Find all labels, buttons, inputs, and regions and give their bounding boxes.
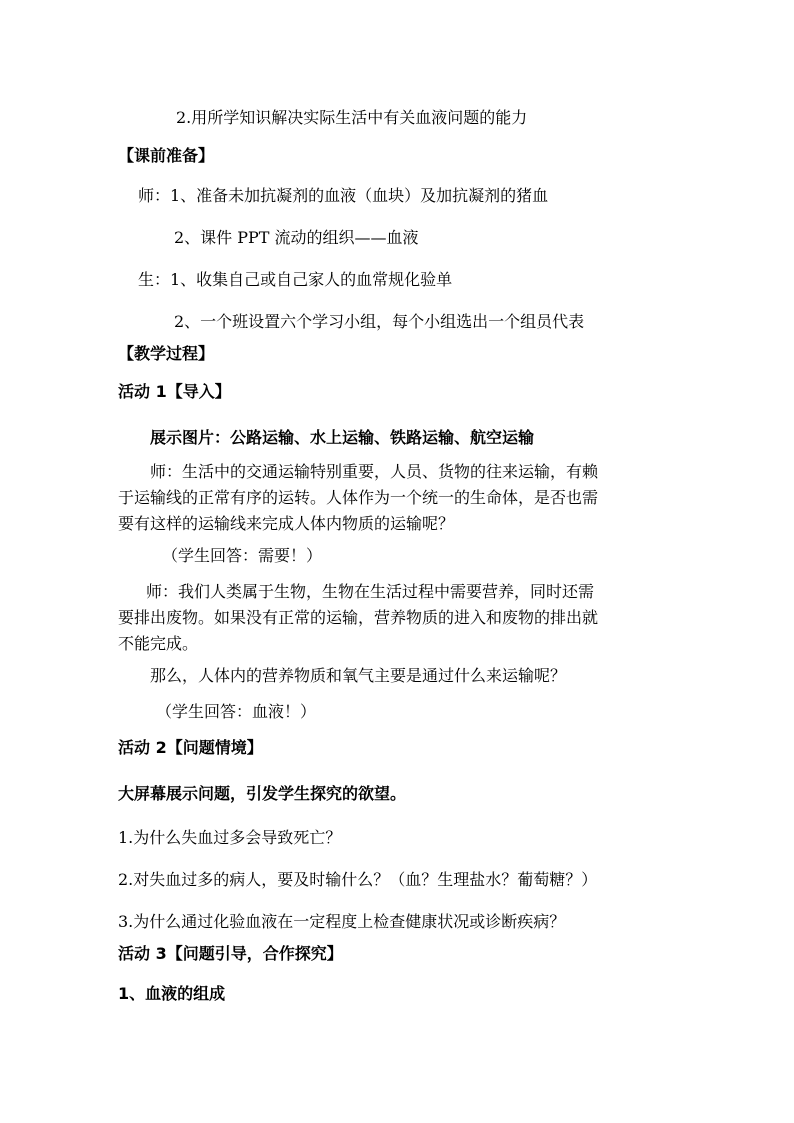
answer-1: （学生回答：需要！） xyxy=(162,546,323,565)
process-heading: 【教学过程】 xyxy=(118,344,215,363)
activity2-heading: 活动 2【问题情境】 xyxy=(118,738,263,757)
para2-line-3: 不能完成。 xyxy=(118,634,199,653)
answer-2: （学生回答：血液！） xyxy=(156,702,317,721)
para1-line-3: 要有这样的运输线来完成人体内物质的运输呢？ xyxy=(118,514,455,533)
question-1: 1.为什么失血过多会导致死亡？ xyxy=(118,828,342,847)
question-3: 3.为什么通过化验血液在一定程度上检查健康状况或诊断疾病？ xyxy=(118,912,566,931)
activity3-heading: 活动 3【问题引导，合作探究】 xyxy=(118,944,343,963)
goal-2-line: 2.用所学知识解决实际生活中有关血液问题的能力 xyxy=(176,108,528,127)
para2-line-1: 师：我们人类属于生物，生物在生活过程中需要营养，同时还需 xyxy=(146,582,595,601)
teacher-prep-2: 2、课件 PPT 流动的组织——血液 xyxy=(174,228,419,247)
main-question: 那么，人体内的营养物质和氧气主要是通过什么来运输呢？ xyxy=(150,666,567,685)
section1-heading: 1、血液的组成 xyxy=(118,984,226,1003)
student-prep-2: 2、一个班设置六个学习小组，每个小组选出一个组员代表 xyxy=(174,312,585,331)
para2-line-2: 要排出废物。如果没有正常的运输，营养物质的进入和废物的排出就 xyxy=(118,608,599,627)
para1-line-2: 于运输线的正常有序的运转。人体作为一个统一的生命体，是否也需 xyxy=(118,488,599,507)
student-prep-1: 生：1、收集自己或自己家人的血常规化验单 xyxy=(138,270,453,289)
screen-intro: 大屏幕展示问题，引发学生探究的欲望。 xyxy=(118,784,407,803)
prep-heading: 【课前准备】 xyxy=(118,146,215,165)
activity1-heading: 活动 1【导入】 xyxy=(118,382,231,401)
show-pictures-line: 展示图片：公路运输、水上运输、铁路运输、航空运输 xyxy=(150,428,535,447)
question-2: 2.对失血过多的病人，要及时输什么？（血？生理盐水？葡萄糖？） xyxy=(118,870,598,889)
para1-line-1: 师：生活中的交通运输特别重要，人员、货物的往来运输，有赖 xyxy=(150,462,599,481)
teacher-prep-1: 师：1、准备未加抗凝剂的血液（血块）及加抗凝剂的猪血 xyxy=(138,186,549,205)
